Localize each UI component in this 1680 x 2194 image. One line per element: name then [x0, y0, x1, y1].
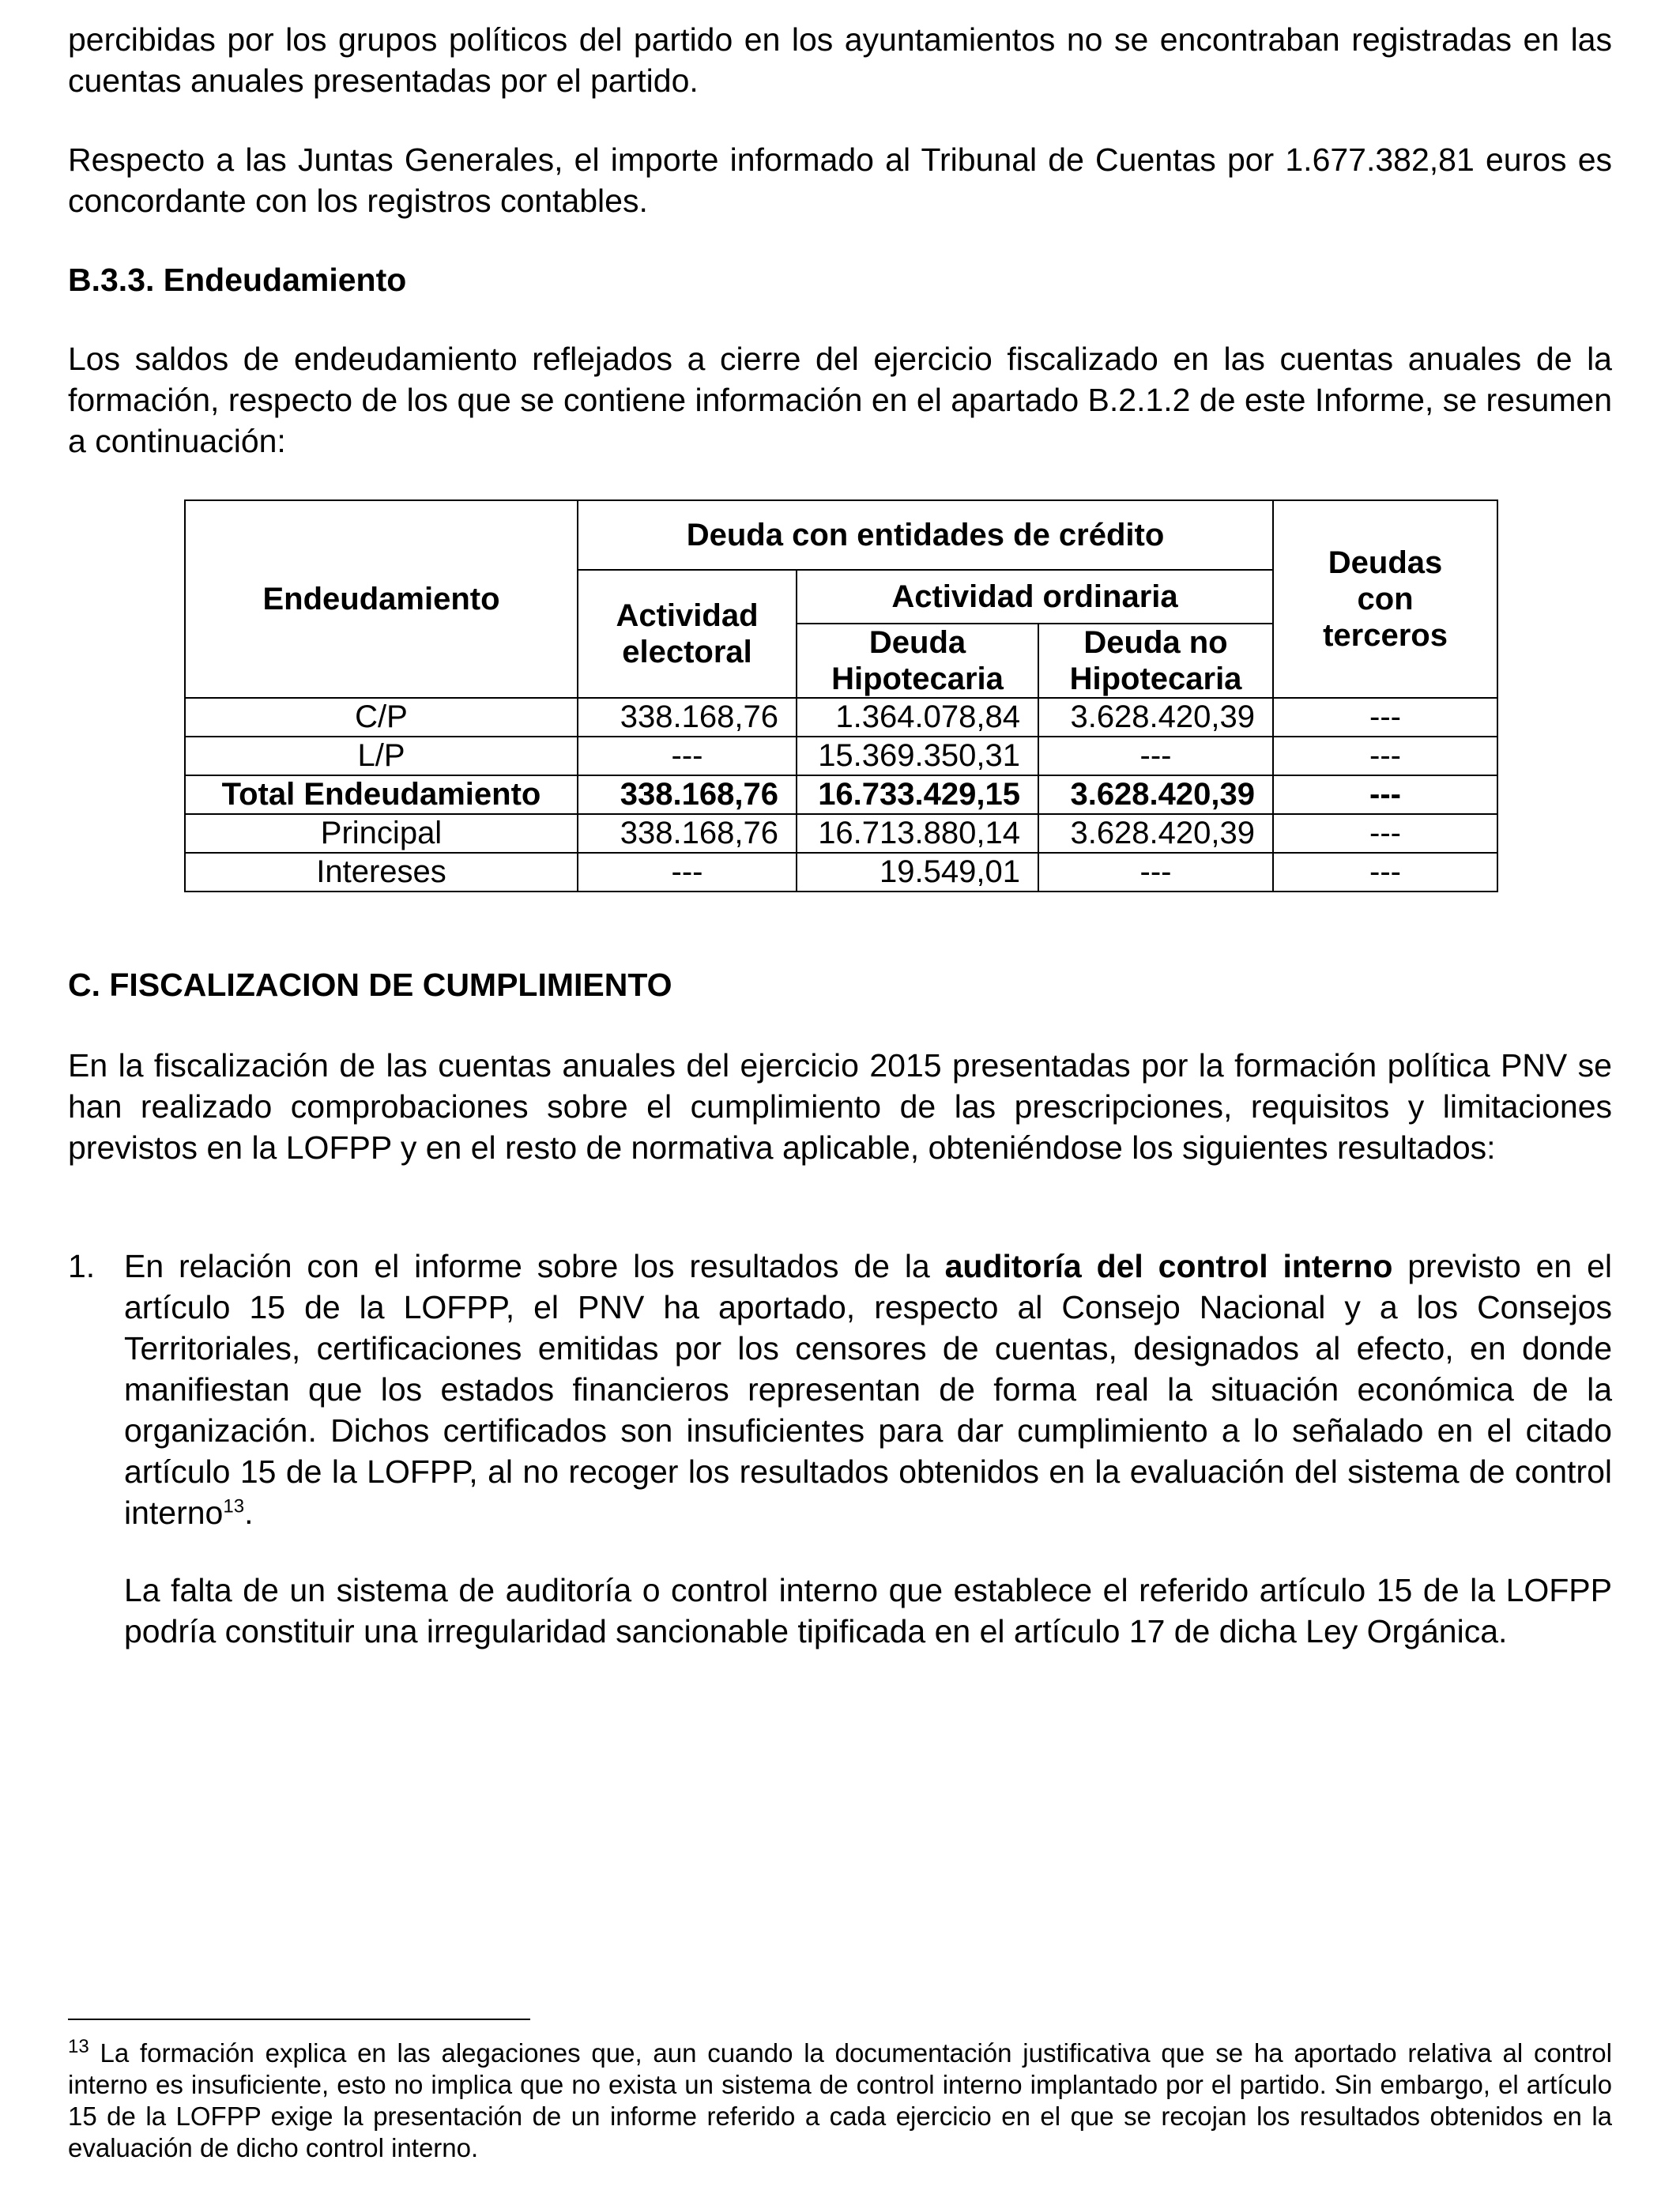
paragraph-saldos-endeudamiento: Los saldos de endeudamiento reflejados a cierre del ejercicio fiscalizado en las cuentas anuales de la formación, respecto de los que se contiene información en el apartado B.2.1.2 de este Informe, se resumen a continuación: [68, 341, 1612, 459]
list-item-text: previsto en el artículo 15 de la LOFPP, el PNV ha aportado, respecto al Consejo Nacional y a los Consejos Territoriales, certificaciones emitidas por los censores de cuentas, designados al efecto, en donde manifiestan que los estados financieros representan de forma real la situación económica de la organización. Dichos certificados son insuficientes para dar cumplimiento a lo señalado en el citado artículo 15 de la LOFPP, al no recoger los resultados obtenidos en la evaluación del sistema de control interno [124, 1248, 1612, 1531]
row-label: Total Endeudamiento [185, 775, 578, 814]
row-label: Intereses [185, 853, 578, 892]
table-row [185, 698, 1497, 737]
cell-actividad-electoral: 338.168,76 [578, 814, 797, 853]
paragraph-juntas-generales: Respecto a las Juntas Generales, el importe informado al Tribunal de Cuentas por 1.677.382,81 euros es concordante con los registros contables. [68, 141, 1612, 219]
cell-actividad-electoral: 338.168,76 [578, 698, 797, 737]
cell-deuda-no-hipotecaria: 3.628.420,39 [1038, 698, 1273, 737]
table-row-total [185, 775, 1497, 814]
cell-deuda-no-hipotecaria: 3.628.420,39 [1038, 814, 1273, 853]
header-deuda-no-hipotecaria: Deuda no Hipotecaria [1038, 624, 1273, 698]
header-deuda-hipotecaria: Deuda Hipotecaria [797, 624, 1038, 698]
footnote-separator [68, 2019, 530, 2020]
list-item-text: . [244, 1495, 254, 1531]
paragraph-fiscalizacion-resultados: En la fiscalización de las cuentas anuales del ejercicio 2015 presentadas por la formación política PNV se han realizado comprobaciones sobre el cumplimiento de las prescripciones, requisitos y limitaciones previstos en la LOFPP y en el resto de normativa aplicable, obteniéndose los siguientes resultados: [68, 1047, 1612, 1166]
section-heading-fiscalizacion-cumplimiento: C. FISCALIZACION DE CUMPLIMIENTO [68, 967, 672, 1003]
footnote-number: 13 [68, 2036, 89, 2057]
cell-deudas-terceros: --- [1273, 775, 1497, 814]
section-heading-endeudamiento: B.3.3. Endeudamiento [68, 262, 407, 298]
cell-actividad-electoral: --- [578, 737, 797, 775]
cell-actividad-electoral: --- [578, 853, 797, 892]
list-item-text: En relación con el informe sobre los resultados de la [124, 1248, 945, 1284]
table-header-row [185, 500, 1497, 570]
cell-deudas-terceros: --- [1273, 853, 1497, 892]
cell-deuda-no-hipotecaria: 3.628.420,39 [1038, 775, 1273, 814]
list-item-emphasis: auditoría del control interno [944, 1248, 1393, 1284]
footnote-reference[interactable]: 13 [223, 1495, 245, 1517]
row-label: C/P [185, 698, 578, 737]
header-deudas-terceros: Deudas con terceros [1273, 500, 1497, 698]
table-row [185, 814, 1497, 853]
cell-deuda-hipotecaria: 1.364.078,84 [797, 698, 1038, 737]
cell-deudas-terceros: --- [1273, 737, 1497, 775]
list-item-number: 1. [68, 1248, 96, 1284]
header-endeudamiento: Endeudamiento [185, 500, 578, 698]
cell-deuda-hipotecaria: 16.733.429,15 [797, 775, 1038, 814]
cell-deuda-no-hipotecaria: --- [1038, 853, 1273, 892]
cell-deuda-hipotecaria: 19.549,01 [797, 853, 1038, 892]
footnote-13 [68, 2038, 1612, 2164]
header-actividad-ordinaria: Actividad ordinaria [797, 570, 1273, 624]
header-deuda-entidades-credito: Deuda con entidades de crédito [578, 500, 1273, 570]
row-label: L/P [185, 737, 578, 775]
cell-deuda-hipotecaria: 16.713.880,14 [797, 814, 1038, 853]
list-item-auditoria-control-interno [124, 1246, 1612, 1533]
header-actividad-electoral: Actividad electoral [578, 570, 797, 698]
paragraph-falta-sistema-auditoria: La falta de un sistema de auditoría o control interno que establece el referido artículo 15 de la LOFPP podría constituir una irregularidad sancionable tipificada en el artículo 17 de dicha Ley Orgánica. [124, 1572, 1612, 1649]
cell-deuda-no-hipotecaria: --- [1038, 737, 1273, 775]
row-label: Principal [185, 814, 578, 853]
cell-deudas-terceros: --- [1273, 814, 1497, 853]
cell-deudas-terceros: --- [1273, 698, 1497, 737]
cell-deuda-hipotecaria: 15.369.350,31 [797, 737, 1038, 775]
paragraph-grupos-politicos: percibidas por los grupos políticos del partido en los ayuntamientos no se encontraban registradas en las cuentas anuales presentadas por el partido. [68, 21, 1612, 99]
footnote-text: La formación explica en las alegaciones que, aun cuando la documentación justificativa que se ha aportado relativa al control interno es insuficiente, esto no implica que no exista un sistema de control interno implantado por el partido. Sin embargo, el artículo 15 de la LOFPP exige la presentación de un informe referido a cada ejercicio en el que se recojan los resultados obtenidos en la evaluación de dicho control interno. [68, 2038, 1612, 2162]
cell-actividad-electoral: 338.168,76 [578, 775, 797, 814]
table-row [185, 737, 1497, 775]
debt-table [184, 499, 1498, 892]
table-row [185, 853, 1497, 892]
